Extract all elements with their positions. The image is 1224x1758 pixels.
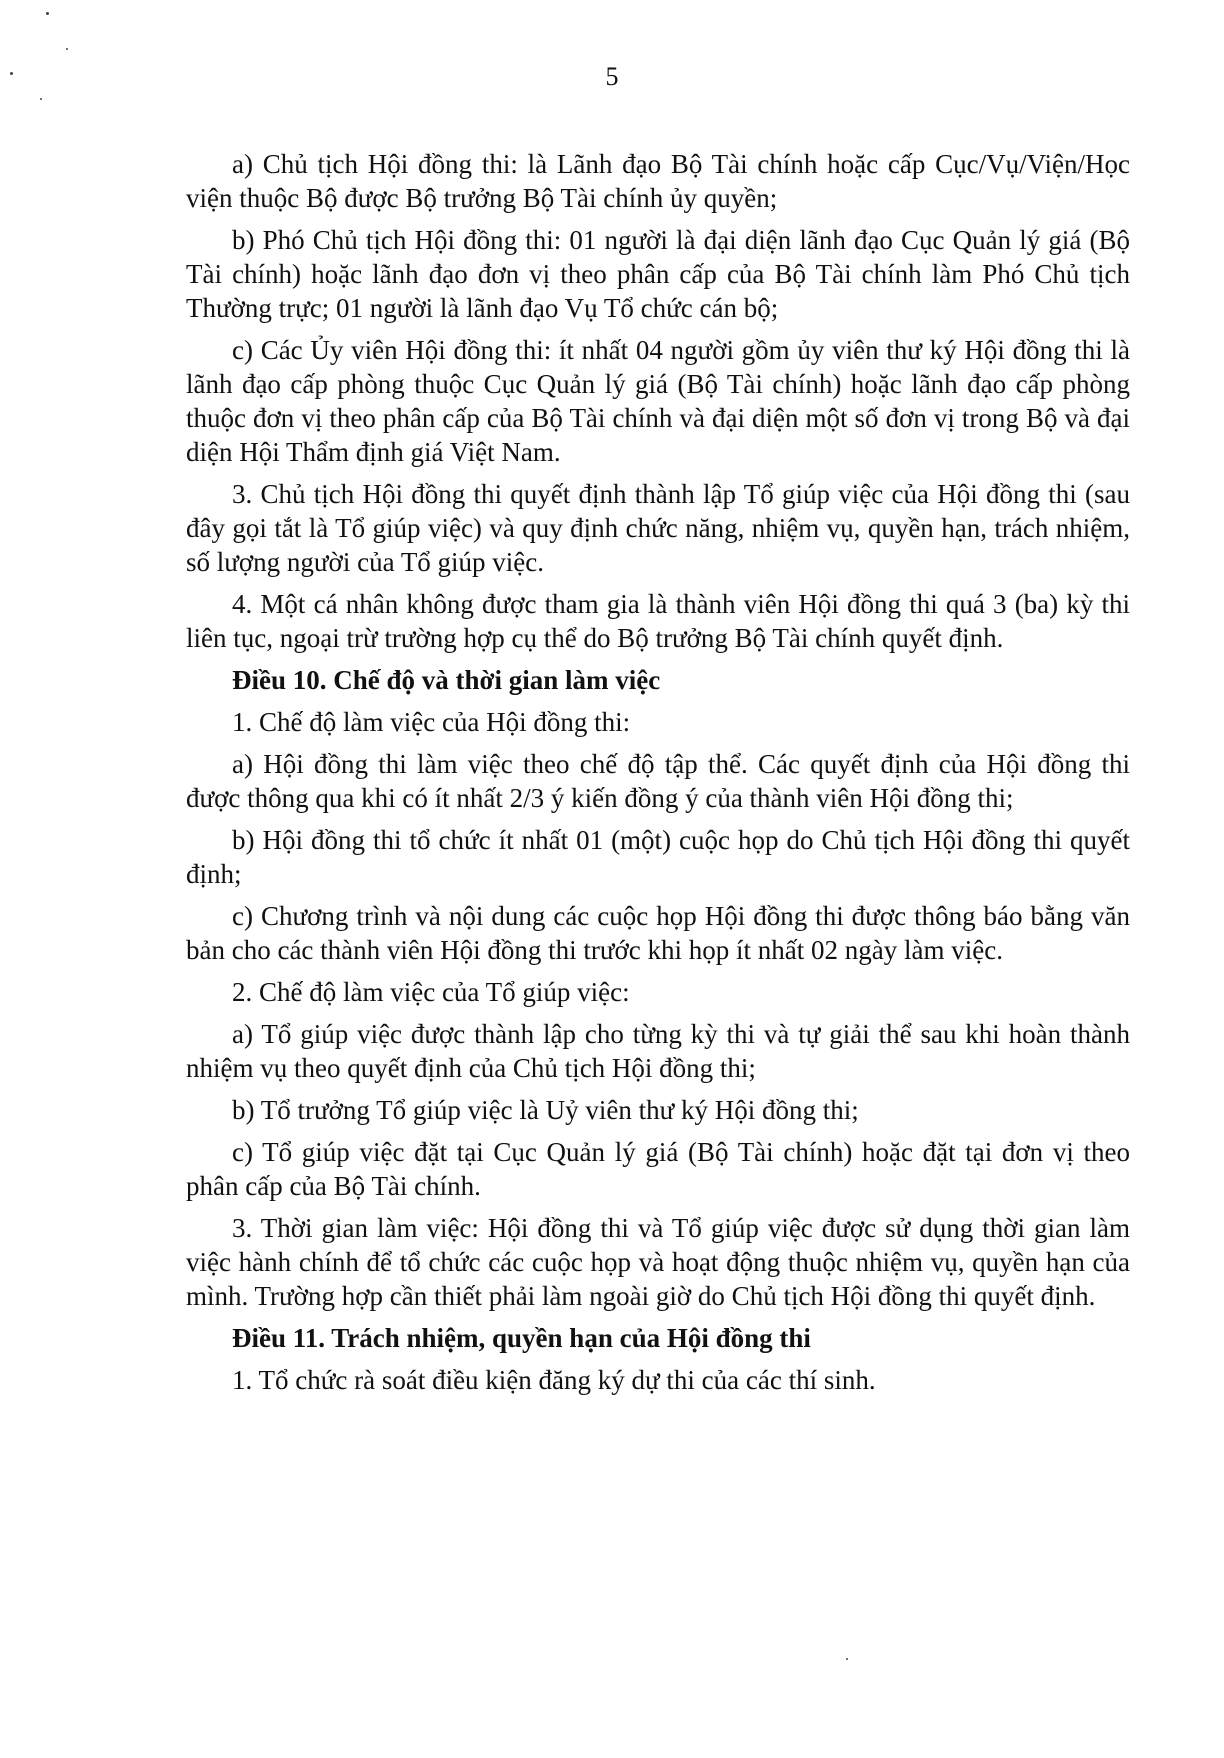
paragraph-1a: a) Chủ tịch Hội đồng thi: là Lãnh đạo Bộ Tài chính hoặc cấp Cục/Vụ/Viện/Học viện thuộc Bộ được Bộ trưởng Bộ Tài chính ủy quyền;	[186, 149, 1130, 213]
article-11-clause-1: 1. Tổ chức rà soát điều kiện đăng ký dự thi của các thí sinh.	[232, 1365, 876, 1395]
paragraph-3: 3. Chủ tịch Hội đồng thi quyết định thành lập Tổ giúp việc của Hội đồng thi (sau đây gọi tắt là Tổ giúp việc) và quy định chức năng, nhiệm vụ, quyền hạn, trách nhiệm, số lượng người của Tổ giúp việc.	[186, 479, 1130, 577]
article-10-clause-1c: c) Chương trình và nội dung các cuộc họp Hội đồng thi được thông báo bằng văn bản cho các thành viên Hội đồng thi trước khi họp ít nhất 02 ngày làm việc.	[186, 901, 1130, 965]
document-body	[186, 147, 1130, 1405]
paragraph-4: 4. Một cá nhân không được tham gia là thành viên Hội đồng thi quá 3 (ba) kỳ thi liên tục, ngoại trừ trường hợp cụ thể do Bộ trưởng Bộ Tài chính quyết định.	[186, 589, 1130, 653]
article-10-clause-2b: b) Tổ trưởng Tổ giúp việc là Uỷ viên thư ký Hội đồng thi;	[232, 1095, 859, 1125]
scan-speck	[46, 12, 49, 15]
scan-speck	[40, 98, 42, 100]
paragraph-1b: b) Phó Chủ tịch Hội đồng thi: 01 người là đại diện lãnh đạo Cục Quản lý giá (Bộ Tài chính) hoặc lãnh đạo đơn vị theo phân cấp của Bộ Tài chính làm Phó Chủ tịch Thường trực; 01 người là lãnh đạo Vụ Tổ chức cán bộ;	[186, 225, 1130, 323]
article-10-clause-1a: a) Hội đồng thi làm việc theo chế độ tập thể. Các quyết định của Hội đồng thi được thông qua khi có ít nhất 2/3 ý kiến đồng ý của thành viên Hội đồng thi;	[186, 749, 1130, 813]
article-10-clause-3: 3. Thời gian làm việc: Hội đồng thi và Tổ giúp việc được sử dụng thời gian làm việc hành chính để tổ chức các cuộc họp và hoạt động thuộc nhiệm vụ, quyền hạn của mình. Trường hợp cần thiết phải làm ngoài giờ do Chủ tịch Hội đồng thi quyết định.	[186, 1213, 1130, 1311]
article-11-heading: Điều 11. Trách nhiệm, quyền hạn của Hội đồng thi	[232, 1323, 811, 1353]
paragraph-1c: c) Các Ủy viên Hội đồng thi: ít nhất 04 người gồm ủy viên thư ký Hội đồng thi là lãnh đạo cấp phòng thuộc Cục Quản lý giá (Bộ Tài chính) hoặc lãnh đạo cấp phòng thuộc đơn vị theo phân cấp của Bộ Tài chính và đại diện một số đơn vị trong Bộ và đại diện Hội Thẩm định giá Việt Nam.	[186, 335, 1130, 467]
scan-speck	[846, 1658, 848, 1660]
article-10-heading: Điều 10. Chế độ và thời gian làm việc	[232, 665, 661, 695]
article-10-clause-1: 1. Chế độ làm việc của Hội đồng thi:	[232, 707, 631, 737]
article-10-clause-2c: c) Tổ giúp việc đặt tại Cục Quản lý giá (Bộ Tài chính) hoặc đặt tại đơn vị theo phân cấp của Bộ Tài chính.	[186, 1137, 1130, 1201]
article-10-clause-2: 2. Chế độ làm việc của Tổ giúp việc:	[232, 977, 630, 1007]
article-10-clause-1b: b) Hội đồng thi tổ chức ít nhất 01 (một) cuộc họp do Chủ tịch Hội đồng thi quyết định;	[186, 825, 1130, 889]
page-number: 5	[605, 62, 619, 91]
scan-speck	[66, 48, 68, 50]
article-10-clause-2a: a) Tổ giúp việc được thành lập cho từng kỳ thi và tự giải thể sau khi hoàn thành nhiệm vụ theo quyết định của Chủ tịch Hội đồng thi;	[186, 1019, 1130, 1083]
